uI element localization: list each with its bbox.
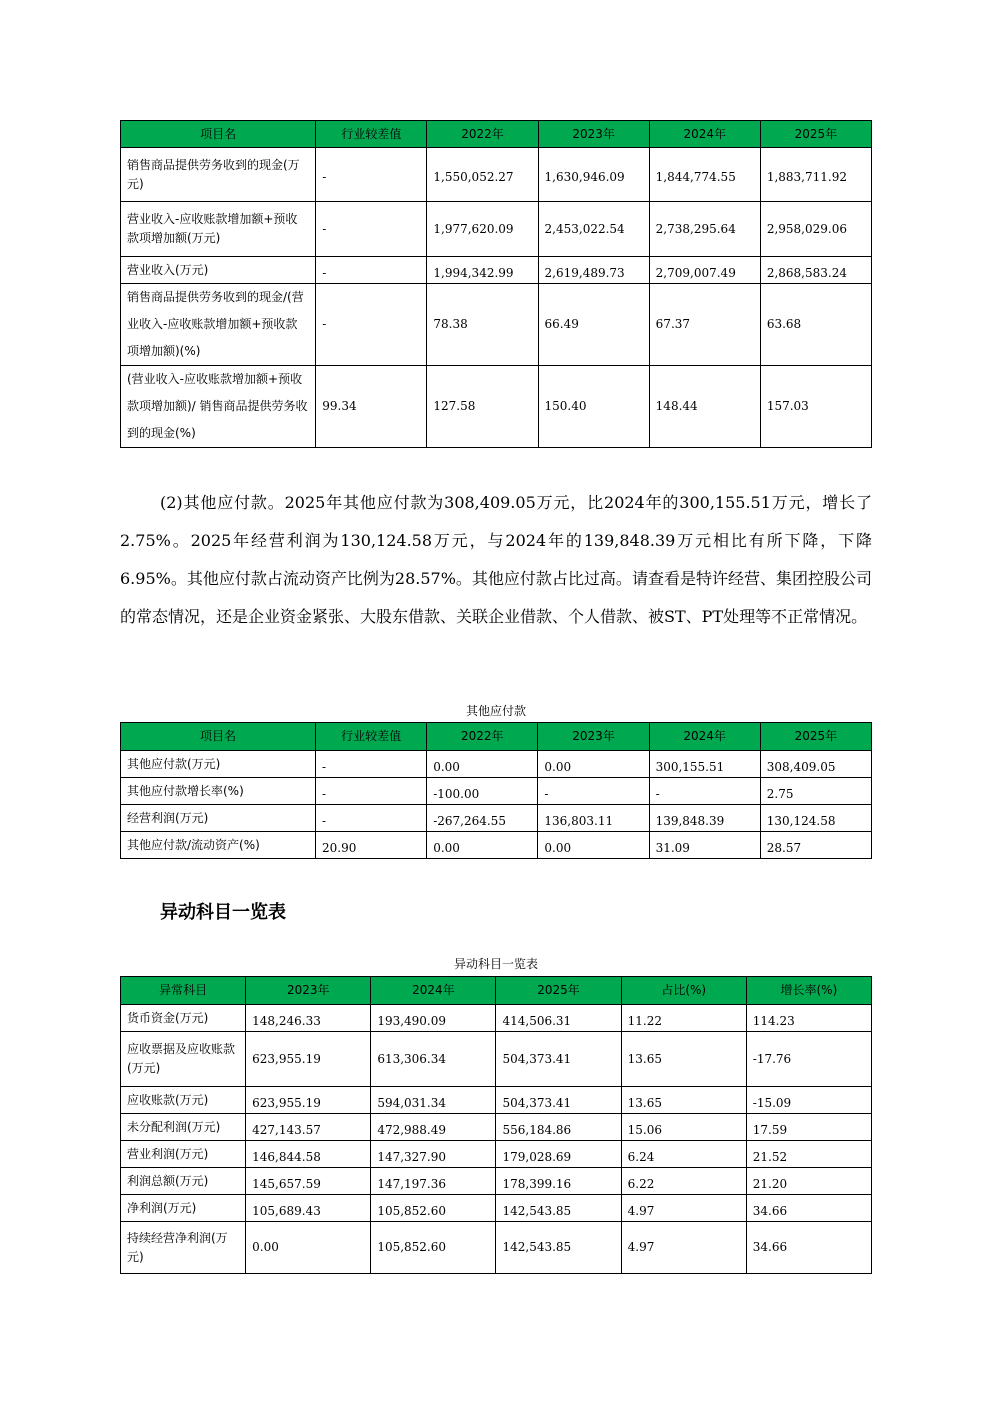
table-row — [121, 257, 872, 284]
table-cell: 0.00 — [538, 751, 649, 778]
table-cell: 613,306.34 — [371, 1032, 496, 1087]
table-header-row — [121, 723, 872, 751]
table-cell: 1,550,052.27 — [427, 148, 538, 202]
table-cell: 13.65 — [621, 1032, 746, 1087]
table-row — [121, 284, 872, 366]
table-row — [121, 1087, 872, 1114]
table-cell: -17.76 — [746, 1032, 871, 1087]
table-caption: 其他应付款 — [465, 704, 526, 718]
table-cell: 127.58 — [427, 366, 538, 448]
table-cell: 308,409.05 — [760, 751, 871, 778]
column-header: 项目名 — [121, 723, 316, 751]
column-header: 2024年 — [649, 723, 760, 751]
table-cell: 21.52 — [746, 1141, 871, 1168]
table-cell: 136,803.11 — [538, 805, 649, 832]
table-cell: - — [316, 148, 427, 202]
table-cell: 2,453,022.54 — [538, 202, 649, 257]
table-cell: 504,373.41 — [496, 1032, 621, 1087]
table-cell: 148.44 — [649, 366, 760, 448]
table-row — [121, 1114, 872, 1141]
table-cell: 1,994,342.99 — [427, 257, 538, 284]
table-row — [121, 1195, 872, 1222]
analysis-paragraph: (2)其他应付款。2025年其他应付款为308,409.05万元，比2024年的300,155.51万元，增长了2.75%。2025年经营利润为130,124.58万元，与2024年的139,848.39万元相比有所下降，下降6.95%。其他应付款占流动资产比例为28.57%。其他应付款占比过高。请查看是特许经营、集团控股公司的常态情况，还是企业资金紧张、大股东借款、关联企业借款、个人借款、被ST、PT处理等不正常情况。 — [120, 493, 872, 626]
table-cell: 147,197.36 — [371, 1168, 496, 1195]
row-label: 其他应付款/流动资产(%) — [121, 832, 316, 859]
table-cell: 0.00 — [246, 1222, 371, 1274]
column-header: 2025年 — [760, 121, 871, 148]
row-label: 营业收入(万元) — [121, 257, 316, 284]
table-cell: 427,143.57 — [246, 1114, 371, 1141]
table-cell: 2,738,295.64 — [649, 202, 760, 257]
row-label: 货币资金(万元) — [121, 1005, 246, 1032]
row-label: 其他应付款增长率(%) — [121, 778, 316, 805]
column-header: 2023年 — [538, 723, 649, 751]
row-label: 营业收入-应收账款增加额+预收款项增加额(万元) — [121, 202, 316, 257]
table-cell: - — [316, 284, 427, 366]
table-row — [121, 1032, 872, 1087]
table-cell: -267,264.55 — [427, 805, 538, 832]
table-cell: 193,490.09 — [371, 1005, 496, 1032]
table-cell: 0.00 — [427, 751, 538, 778]
column-header: 2025年 — [760, 723, 871, 751]
table-header-row — [121, 977, 872, 1005]
table-cell: 2,868,583.24 — [760, 257, 871, 284]
table-row — [121, 148, 872, 202]
table-cell: 11.22 — [621, 1005, 746, 1032]
table-cell: - — [538, 778, 649, 805]
abnormal-items-table — [120, 976, 872, 1274]
table-row — [121, 778, 872, 805]
table-cell: 34.66 — [746, 1222, 871, 1274]
table-cell: 300,155.51 — [649, 751, 760, 778]
table-cell: - — [316, 257, 427, 284]
table-cell: 142,543.85 — [496, 1222, 621, 1274]
row-label: 其他应付款(万元) — [121, 751, 316, 778]
table-caption: 异动科目一览表 — [453, 957, 538, 971]
table-header-row — [121, 121, 872, 148]
table-cell: 623,955.19 — [246, 1032, 371, 1087]
table-cell: 13.65 — [621, 1087, 746, 1114]
row-label: 经营利润(万元) — [121, 805, 316, 832]
table-cell: 0.00 — [538, 832, 649, 859]
column-header: 行业较差值 — [316, 723, 427, 751]
row-label: 销售商品提供劳务收到的现金(万元) — [121, 148, 316, 202]
table-cell: 63.68 — [760, 284, 871, 366]
table-cell: 31.09 — [649, 832, 760, 859]
table-cell: 20.90 — [316, 832, 427, 859]
table-row — [121, 1005, 872, 1032]
table-cell: 1,630,946.09 — [538, 148, 649, 202]
table-cell: 1,844,774.55 — [649, 148, 760, 202]
table-cell: 594,031.34 — [371, 1087, 496, 1114]
table-cell: 105,689.43 — [246, 1195, 371, 1222]
column-header: 异常科目 — [121, 977, 246, 1005]
row-label: 营业利润(万元) — [121, 1141, 246, 1168]
table-cell: 99.34 — [316, 366, 427, 448]
table-row — [121, 1222, 872, 1274]
row-label: 应收账款(万元) — [121, 1087, 246, 1114]
table-cell: 6.24 — [621, 1141, 746, 1168]
row-label: 持续经营净利润(万元) — [121, 1222, 246, 1274]
column-header: 增长率(%) — [746, 977, 871, 1005]
table-row — [121, 832, 872, 859]
table-cell: 504,373.41 — [496, 1087, 621, 1114]
table-cell: 142,543.85 — [496, 1195, 621, 1222]
row-label: 利润总额(万元) — [121, 1168, 246, 1195]
table-cell: 105,852.60 — [371, 1222, 496, 1274]
column-header: 占比(%) — [621, 977, 746, 1005]
table-cell: 148,246.33 — [246, 1005, 371, 1032]
table-cell: 17.59 — [746, 1114, 871, 1141]
table-row — [121, 751, 872, 778]
table-cell: - — [316, 778, 427, 805]
table-row — [121, 366, 872, 448]
table-cell: 179,028.69 — [496, 1141, 621, 1168]
table-cell: 66.49 — [538, 284, 649, 366]
table-cell: -100.00 — [427, 778, 538, 805]
table-cell: 150.40 — [538, 366, 649, 448]
column-header: 行业较差值 — [316, 121, 427, 148]
table-cell: 114.23 — [746, 1005, 871, 1032]
column-header: 2022年 — [427, 723, 538, 751]
table-cell: 78.38 — [427, 284, 538, 366]
table-cell: - — [316, 751, 427, 778]
row-label: 销售商品提供劳务收到的现金/(营业收入-应收账款增加额+预收款项增加额)(%) — [121, 284, 316, 366]
section-heading: 异动科目一览表 — [160, 902, 286, 923]
row-label: 未分配利润(万元) — [121, 1114, 246, 1141]
table-cell: 67.37 — [649, 284, 760, 366]
table-row — [121, 1141, 872, 1168]
cash-ratio-table — [120, 120, 872, 448]
row-label: 净利润(万元) — [121, 1195, 246, 1222]
table-cell: - — [316, 805, 427, 832]
row-label: (营业收入-应收账款增加额+预收款项增加额)/ 销售商品提供劳务收到的现金(%) — [121, 366, 316, 448]
table-cell: 1,883,711.92 — [760, 148, 871, 202]
table-cell: 2,958,029.06 — [760, 202, 871, 257]
table-row — [121, 202, 872, 257]
other-payables-table — [120, 722, 872, 859]
table-cell: 145,657.59 — [246, 1168, 371, 1195]
table-cell: 4.97 — [621, 1195, 746, 1222]
table-row — [121, 1168, 872, 1195]
column-header: 2023年 — [246, 977, 371, 1005]
table-cell: 147,327.90 — [371, 1141, 496, 1168]
column-header: 项目名 — [121, 121, 316, 148]
table-cell: - — [649, 778, 760, 805]
table-cell: 0.00 — [427, 832, 538, 859]
column-header: 2024年 — [371, 977, 496, 1005]
column-header: 2024年 — [649, 121, 760, 148]
table-cell: 139,848.39 — [649, 805, 760, 832]
table-cell: 2,619,489.73 — [538, 257, 649, 284]
table-cell: 21.20 — [746, 1168, 871, 1195]
table-cell: 1,977,620.09 — [427, 202, 538, 257]
table-cell: - — [316, 202, 427, 257]
table-cell: 105,852.60 — [371, 1195, 496, 1222]
row-label: 应收票据及应收账款(万元) — [121, 1032, 246, 1087]
column-header: 2022年 — [427, 121, 538, 148]
table-cell: 623,955.19 — [246, 1087, 371, 1114]
table-cell: 146,844.58 — [246, 1141, 371, 1168]
table-cell: 6.22 — [621, 1168, 746, 1195]
column-header: 2023年 — [538, 121, 649, 148]
table-cell: 178,399.16 — [496, 1168, 621, 1195]
table-cell: 28.57 — [760, 832, 871, 859]
table-cell: 414,506.31 — [496, 1005, 621, 1032]
column-header: 2025年 — [496, 977, 621, 1005]
table-cell: -15.09 — [746, 1087, 871, 1114]
table-cell: 34.66 — [746, 1195, 871, 1222]
table-cell: 157.03 — [760, 366, 871, 448]
table-cell: 130,124.58 — [760, 805, 871, 832]
table-cell: 472,988.49 — [371, 1114, 496, 1141]
table-cell: 2,709,007.49 — [649, 257, 760, 284]
table-row — [121, 805, 872, 832]
table-cell: 556,184.86 — [496, 1114, 621, 1141]
table-cell: 15.06 — [621, 1114, 746, 1141]
table-cell: 4.97 — [621, 1222, 746, 1274]
table-cell: 2.75 — [760, 778, 871, 805]
